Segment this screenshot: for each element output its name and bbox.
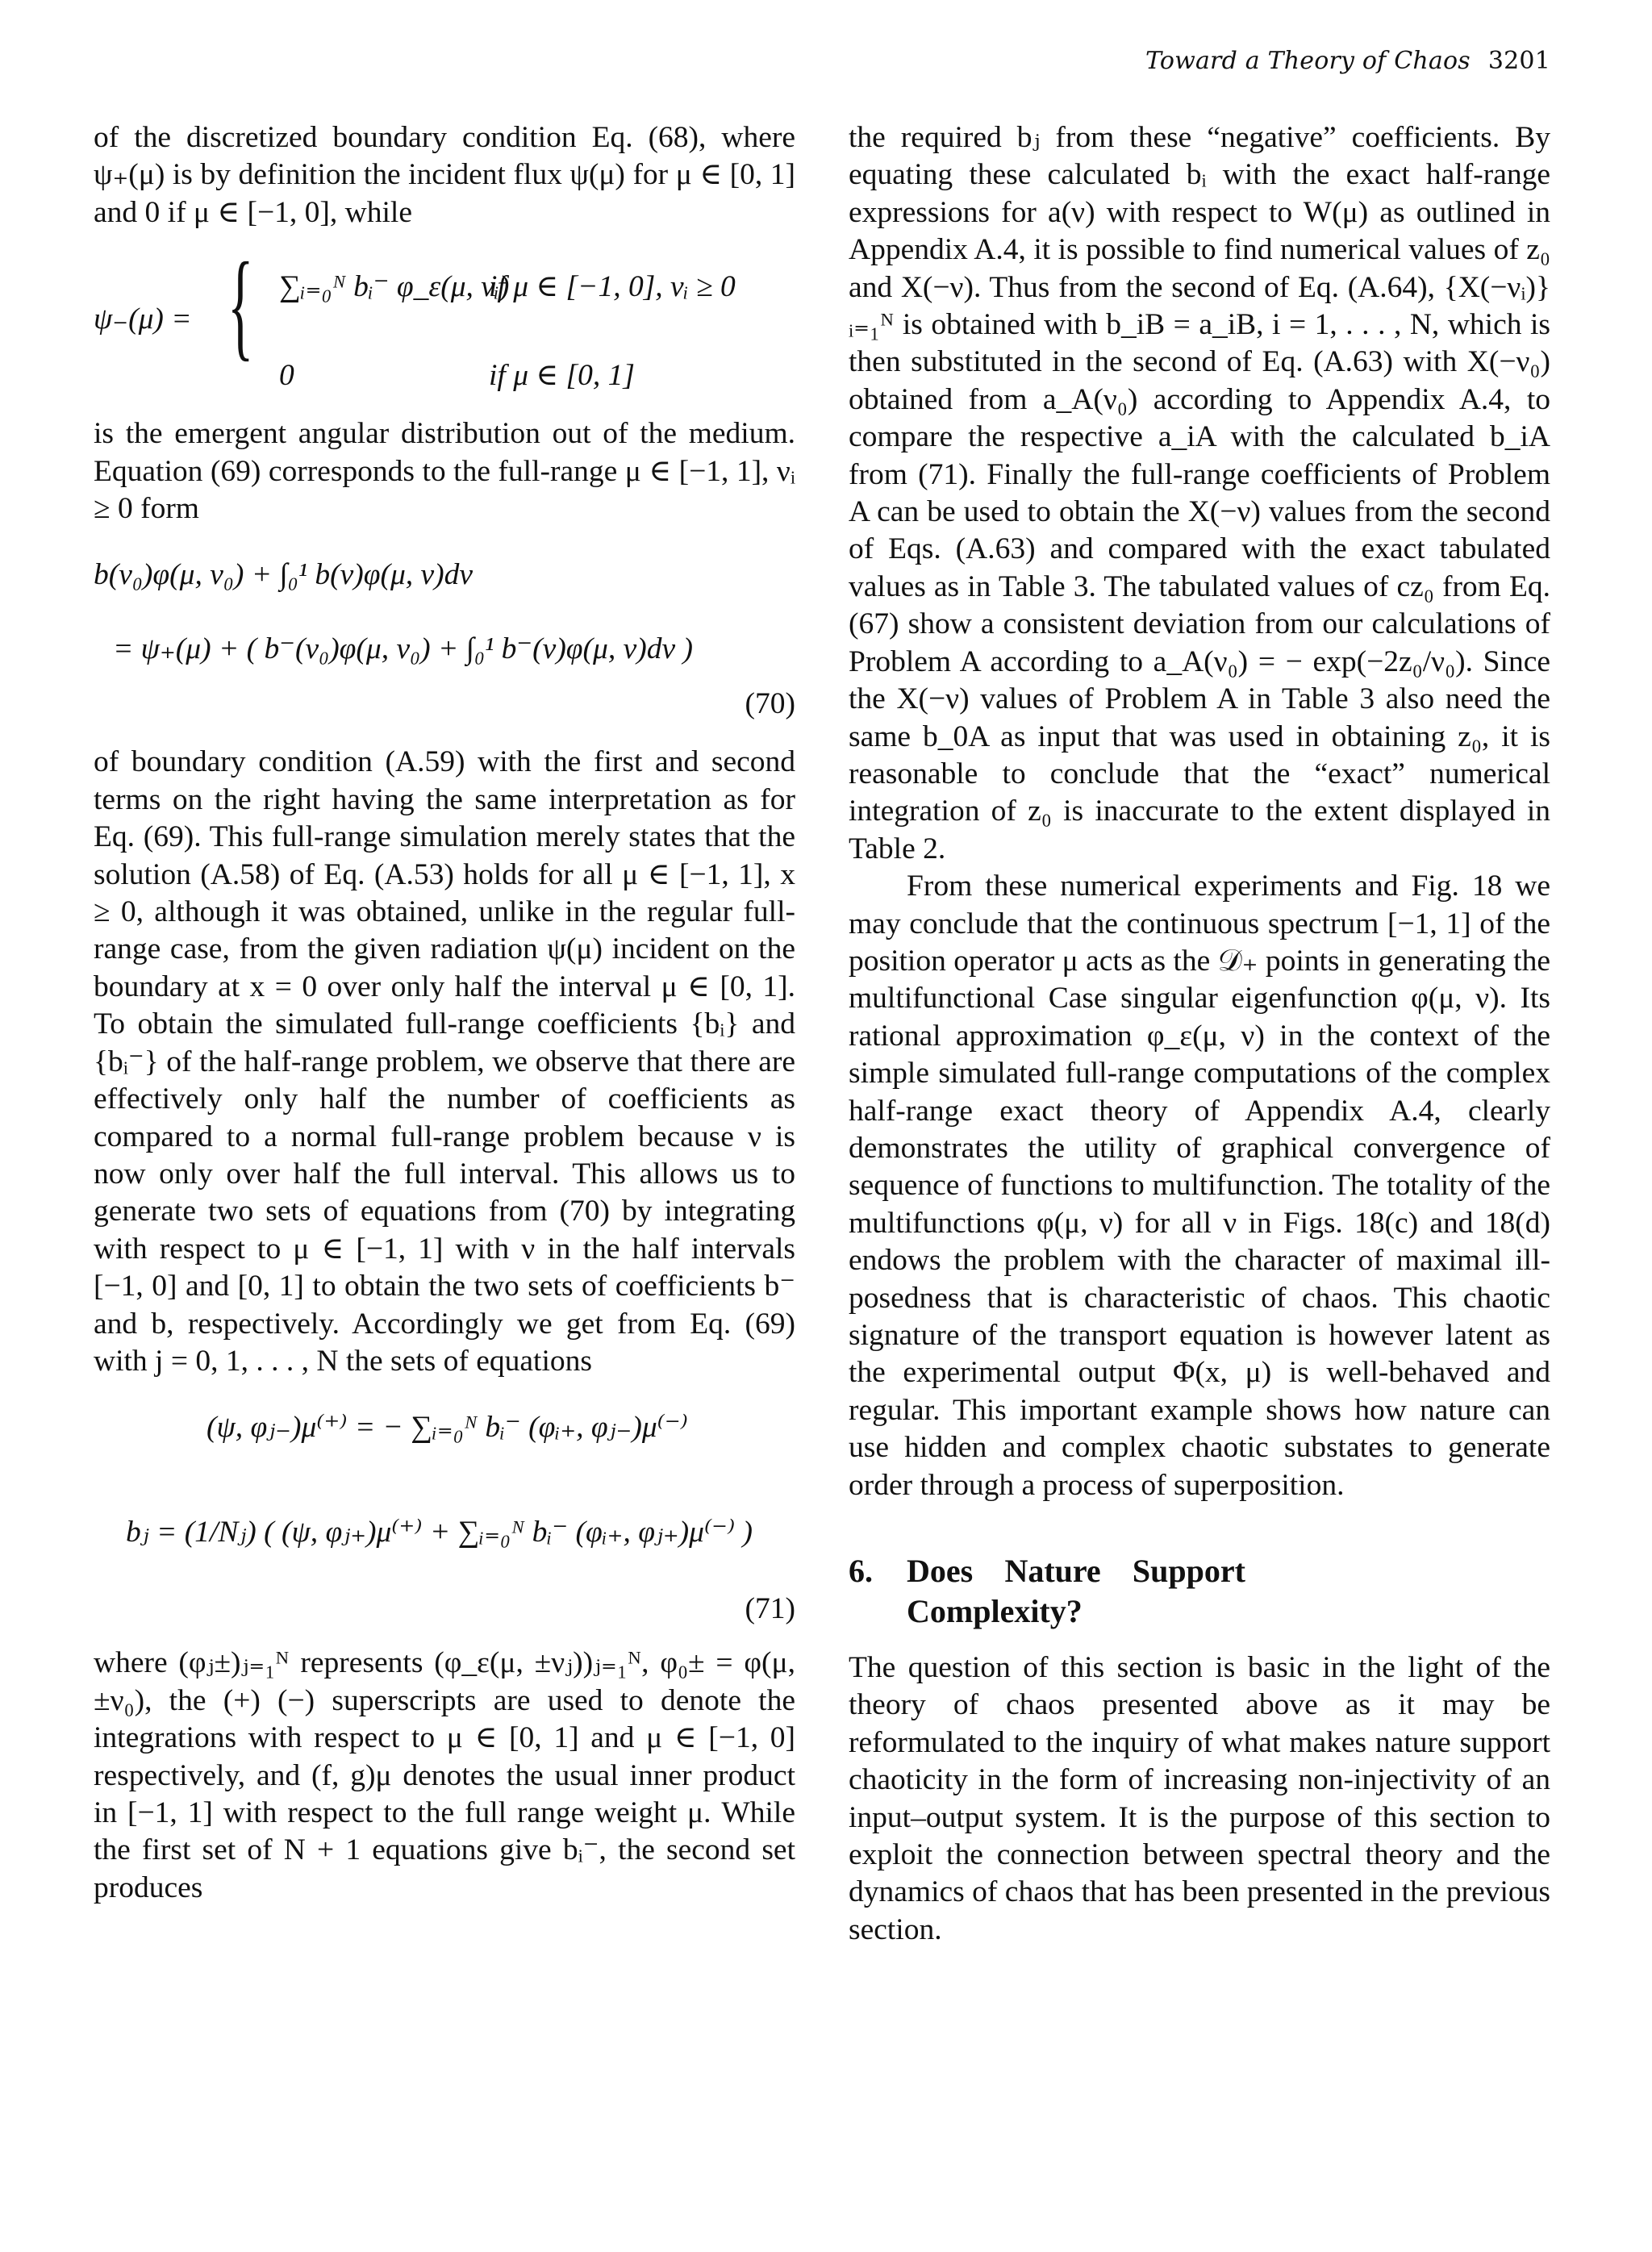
paragraph: of the discretized boundary condition Eq. (68), where ψ₊(μ) is by definition the incident flux ψ(μ) for μ ∈ [0, 1] and 0 if μ ∈ [−1, 0], while [94, 121, 795, 229]
equation-condition: if μ ∈ [−1, 0], νᵢ ≥ 0 [489, 270, 736, 304]
paragraph: The question of this section is basic in the light of the theory of chaos presented above as it may be reformulated to the inquiry of what makes nature support chaoticity in the form of increasing non-injectivity of an input–output system. It is the purpose of this section to exploit the connection between spectral theory and the dynamics of chaos that has been presented in the previous section. [849, 1651, 1550, 1946]
paragraph: the required bⱼ from these “negative” coefficients. By equating these calculated bᵢ with the exact half-range expressions for a(ν) with respect to W(μ) as outlined in Appendix A.4, it is possible to find numerical values of z₀ and X(−ν). Thus from the second of Eq. (A.64), {X(−νᵢ)}ᵢ₌₁ᴺ is obtained with b_iB = a_iB, i = 1, . . . , N, which is then substituted in the second of Eq. (A.63) with X(−ν₀) obtained from a_A(ν₀) according to Appendix A.4, to compare the respective a_iA with the calculated b_iA from (71). Finally the full-range coefficients of Problem A can be used to obtain the X(−ν) values from the second of Eqs. (A.63) and compared with the exact tabulated values as in Table 3. The tabulated values of cz₀ from Eq. (67) show a consistent deviation from our calculations of Problem A according to a_A(ν₀) = − exp(−2z₀/ν₀). Since the X(−ν) values of Problem A in Table 3 also need the same b_0A as input that was used in obtaining z₀, it is reasonable to conclude that the “exact” numerical integration of z₀ is inaccurate to the extent displayed in Table 2. [849, 121, 1550, 865]
running-head [1145, 47, 1550, 75]
page-number: 3201 [1487, 47, 1550, 75]
equation-68 [94, 238, 795, 404]
equation-case: ∑ᵢ₌₀ᴺ bᵢ⁻ φ_ε(μ, νᵢ) [279, 270, 510, 304]
equation-condition: if μ ∈ [0, 1] [489, 359, 635, 393]
paragraph: is the emergent angular distribution out of the medium. Equation (69) corresponds to the full-range μ ∈ [−1, 1], νᵢ ≥ 0 form [94, 417, 795, 526]
equation-71 [94, 1391, 795, 1633]
paragraph: From these numerical experiments and Fig. 18 we may conclude that the continuous spectrum [−1, 1] of the position operator μ acts as the 𝒟₊ points in generating the multifunctional Case singular eigenfunction φ(μ, ν). Its rational approximation φ_ε(μ, ν) in the context of the simple simulated full-range computations of the complex half-range exact theory of Appendix A.4, clearly demonstrates the utility of graphical convergence of sequence of functions to multifunction. The totality of the multifunctions φ(μ, ν) for all ν in Figs. 18(c) and 18(d) endows the problem with the character of maximal ill-posedness that is characteristic of chaos. This chaotic signature of the transport equation is however latent as the experimental output Φ(x, μ) is well-behaved and regular. This important example shows how nature can use hidden and complex chaotic substates to generate order through a process of superposition. [849, 870, 1550, 1502]
paragraph: where (φⱼ±)ⱼ₌₁ᴺ represents (φ_ε(μ, ±νⱼ))ⱼ₌₁ᴺ, φ₀± = φ(μ, ±ν₀), the (+) (−) superscripts are used to denote the integrations with respect to μ ∈ [0, 1] and μ ∈ [−1, 0] respectively, and (f, g)μ denotes the usual inner product in [−1, 1] with respect to the full range weight μ. While the first set of N + 1 equations give bᵢ⁻, the second set produces [94, 1646, 795, 1904]
equation-number: (71) [745, 1592, 795, 1626]
equation-70 [94, 539, 795, 732]
left-column [94, 119, 795, 1907]
section-heading [849, 1551, 1550, 1632]
right-column [849, 119, 1550, 1949]
left-brace-symbol: { [227, 238, 254, 373]
equation-line: b(ν₀)φ(μ, ν₀) + ∫₀¹ b(ν)φ(μ, ν)dν [94, 558, 473, 592]
section-title: Does Nature Support Complexity? [907, 1553, 1245, 1630]
equation-case: 0 [279, 359, 294, 393]
equation-lhs: ψ₋(μ) = [94, 302, 192, 336]
equation-line: (ψ, φⱼ₋)μ⁽⁺⁾ = − ∑ᵢ₌₀ᴺ bᵢ⁻ (φᵢ₊, φⱼ₋)μ⁽⁻⁾ [206, 1411, 688, 1445]
equation-line: bⱼ = (1/Nⱼ) ( (ψ, φⱼ₊)μ⁽⁺⁾ + ∑ᵢ₌₀ᴺ bᵢ⁻ (φᵢ₊, φⱼ₊)μ⁽⁻⁾ ) [126, 1516, 753, 1549]
equation-line: = ψ₊(μ) + ( b⁻(ν₀)φ(μ, ν₀) + ∫₀¹ b⁻(ν)φ(μ, ν)dν ) [113, 632, 694, 666]
equation-number: (70) [745, 687, 795, 721]
section-number: 6. [849, 1553, 873, 1590]
paragraph: of boundary condition (A.59) with the first and second terms on the right having the same interpretation as for Eq. (69). This full-range simulation merely states that the solution (A.58) of Eq. (A.53) holds for all μ ∈ [−1, 1], x ≥ 0, although it was obtained, unlike in the regular full-range case, from the given radiation ψ(μ) incident on the boundary at x = 0 over only half the interval μ ∈ [0, 1]. To obtain the simulated full-range coefficients {bᵢ} and {bᵢ⁻} of the half-range problem, we observe that there are effectively only half the number of coefficients as compared to a normal full-range problem because ν is now only over half the full interval. This allows us to generate two sets of equations from (70) by integrating with respect to μ ∈ [−1, 1] with ν in the half intervals [−1, 0] and [0, 1] to obtain the two sets of coefficients b⁻ and b, respectively. Accordingly we get from Eq. (69) with j = 0, 1, . . . , N the sets of equations [94, 745, 795, 1378]
running-title: Toward a Theory of Chaos [1145, 47, 1471, 75]
